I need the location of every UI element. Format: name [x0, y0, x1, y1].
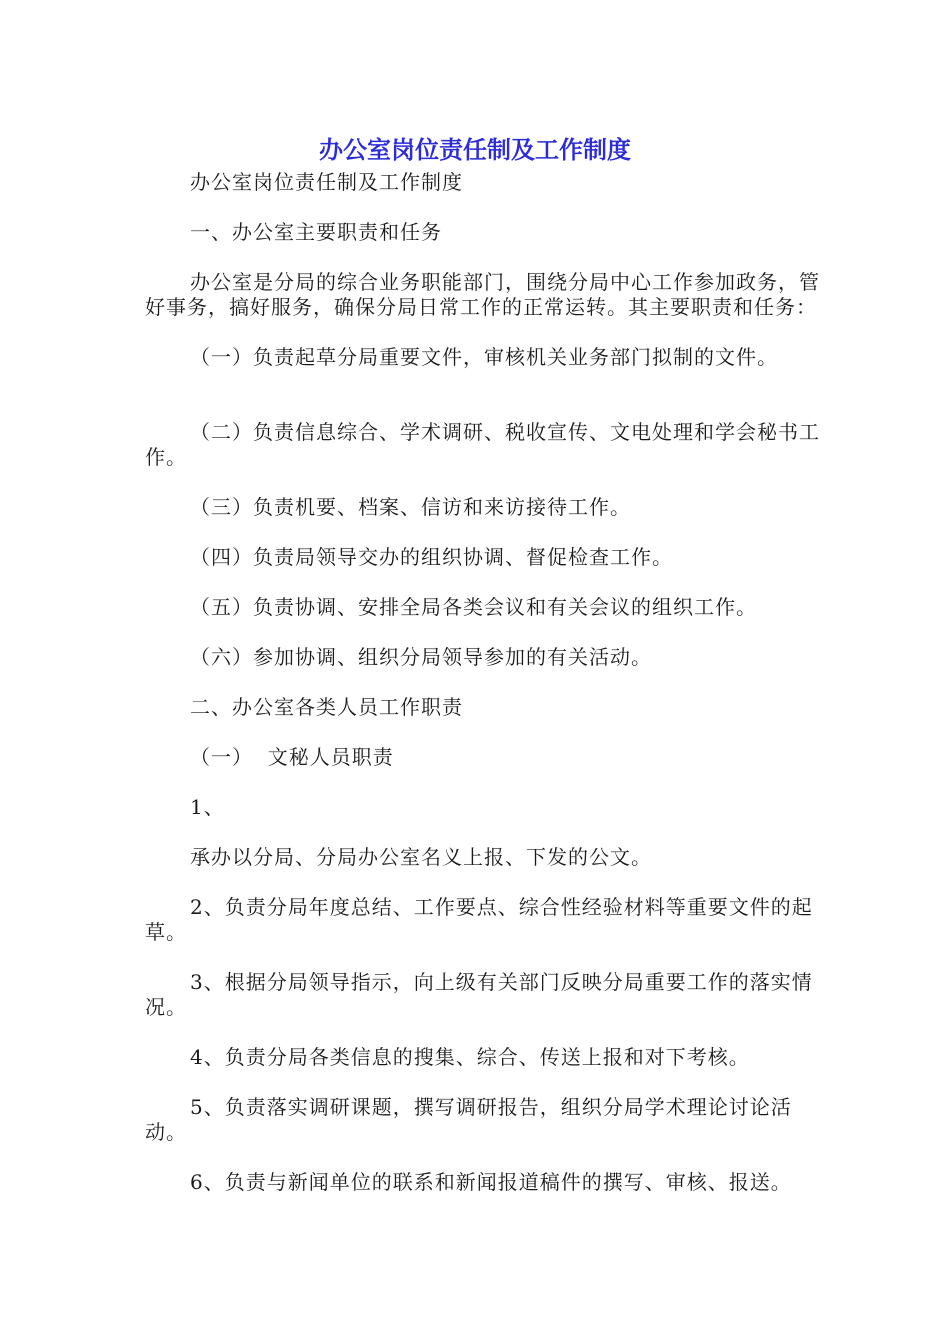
section-heading-1: 一、办公室主要职责和任务	[190, 220, 442, 244]
paragraph-intro: 办公室是分局的综合业务职能部门，围绕分局中心工作参加政务，管好事务，搞好服务，确保分局日常工作的正常运转。其主要职责和任务：	[145, 270, 820, 319]
duty-item-4: （四）负责局领导交办的组织协调、督促检查工作。	[190, 545, 673, 569]
duty-item-2: （二）负责信息综合、学术调研、税收宣传、文电处理和学会秘书工作。	[145, 420, 820, 469]
list-item-5: 5、负责落实调研课题，撰写调研报告，组织分局学术理论讨论活动。	[145, 1095, 792, 1144]
list-item-2: 2、负责分局年度总结、工作要点、综合性经验材料等重要文件的起草。	[145, 895, 813, 944]
duty-item-1: （一）负责起草分局重要文件，审核机关业务部门拟制的文件。	[190, 345, 778, 369]
section-heading-2: 二、办公室各类人员工作职责	[190, 695, 463, 719]
duty-item-5: （五）负责协调、安排全局各类会议和有关会议的组织工作。	[190, 595, 757, 619]
subsection-heading-1: （一） 文秘人员职责	[190, 745, 394, 769]
list-number-1: 1、	[190, 795, 225, 819]
duty-item-6: （六）参加协调、组织分局领导参加的有关活动。	[190, 645, 652, 669]
document-title: 办公室岗位责任制及工作制度	[319, 136, 631, 164]
list-item-6: 6、负责与新闻单位的联系和新闻报道稿件的撰写、审核、报送。	[190, 1170, 792, 1194]
list-item-3: 3、根据分局领导指示，向上级有关部门反映分局重要工作的落实情况。	[145, 970, 813, 1019]
list-item-1: 承办以分局、分局办公室名义上报、下发的公文。	[190, 845, 652, 869]
document-body	[145, 170, 825, 1195]
paragraph-heading-repeat: 办公室岗位责任制及工作制度	[190, 170, 463, 194]
duty-item-3: （三）负责机要、档案、信访和来访接待工作。	[190, 495, 631, 519]
list-item-4: 4、负责分局各类信息的搜集、综合、传送上报和对下考核。	[190, 1045, 750, 1069]
